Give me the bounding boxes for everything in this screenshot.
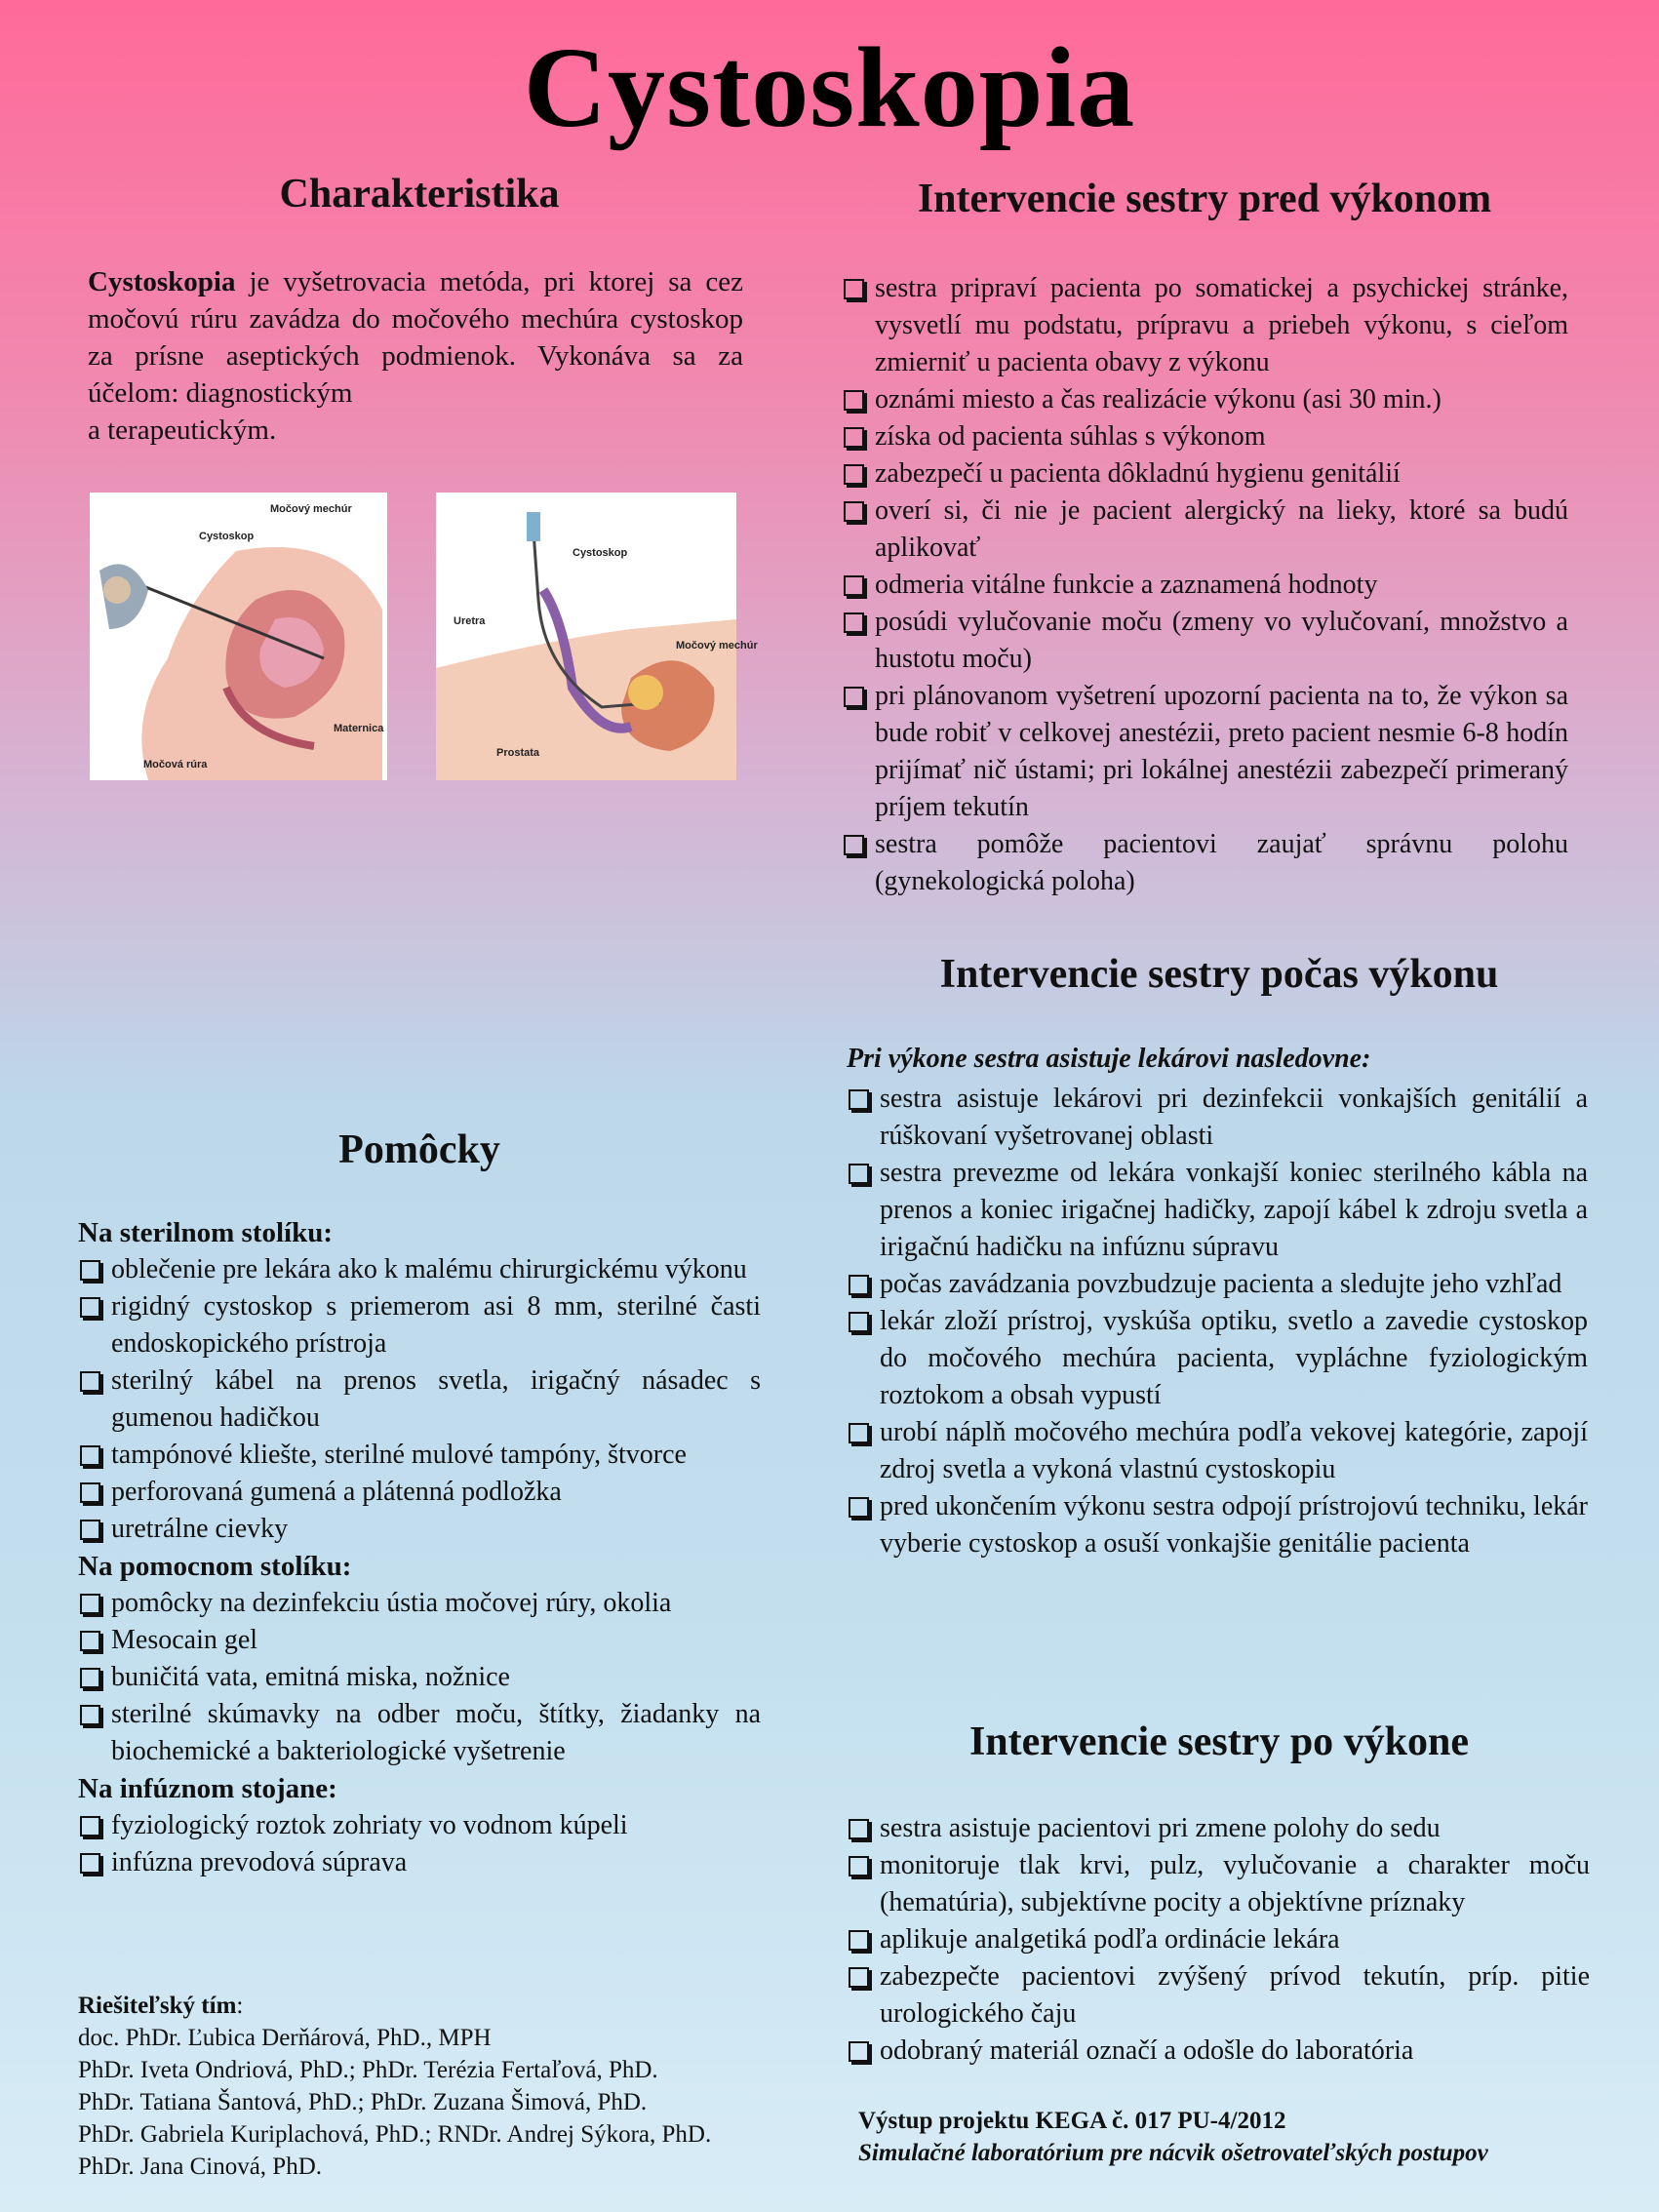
checkbox-bullet-icon — [80, 1371, 100, 1392]
pocas-list — [847, 1081, 1588, 1562]
po-item-text: monitoruje tlak krvi, pulz, vylučovanie a charakter moču (hematúria), subjektívne pocity a objektívne príznaky — [880, 1850, 1590, 1917]
pomocky-item-text: uretrálne cievky — [111, 1514, 289, 1544]
pred-item — [842, 455, 1568, 493]
pomocky-item-text: infúzna prevodová súprava — [111, 1847, 408, 1877]
charakteristika-body: je vyšetrovacia metóda, pri ktorej sa cez močovú rúru zavádza do močového mechúra cystoskop za prísne aseptických podmienok. Vykonáva sa za účelom: diagnostickým — [88, 266, 743, 409]
pred-item — [842, 678, 1568, 826]
pomocky-item-text: Mesocain gel — [111, 1625, 258, 1655]
checkbox-bullet-icon — [844, 279, 864, 299]
pomocky-group-title: Na sterilnom stolíku: — [78, 1217, 333, 1248]
pomocky-item — [78, 1251, 761, 1288]
pred-item-text: pri plánovanom vyšetrení upozorní pacienta na to, že výkon sa bude robiť v celkovej anestézii, preto pacient nesmie 6-8 hodín prijímať nič ústami; pri lokálnej anestézii zabezpečí primeraný príjem tekutín — [875, 681, 1568, 822]
po-item-text: odobraný materiál označí a odošle do laboratória — [880, 2035, 1414, 2066]
pred-item-text: sestra pomôže pacientovi zaujať správnu polohu (gynekologická poloha) — [875, 829, 1568, 896]
pomocky-group-list — [78, 1585, 761, 1770]
pred-item-text: sestra pripraví pacienta po somatickej a psychickej stránke, vysvetlí mu podstatu, prípravu a priebeh výkonu, s cieľom zmierniť u pacienta obavy z výkonu — [875, 273, 1568, 377]
pomocky-heading: Pomôcky — [338, 1127, 500, 1172]
pred-item — [842, 418, 1568, 455]
pomocky-item — [78, 1844, 761, 1881]
team-colon: : — [236, 1993, 244, 2019]
checkbox-bullet-icon — [844, 464, 864, 485]
pred-item — [842, 826, 1568, 900]
checkbox-bullet-icon — [80, 1631, 100, 1651]
team-block — [78, 1990, 829, 2183]
pomocky-item-text: oblečenie pre lekára ako k malému chirurgickému výkonu — [111, 1254, 747, 1284]
pomocky-item — [78, 1288, 761, 1363]
pocas-item — [847, 1488, 1588, 1562]
pred-item-text: získa od pacienta súhlas s výkonom — [875, 421, 1266, 452]
checkbox-bullet-icon — [849, 2041, 869, 2062]
pocas-item — [847, 1081, 1588, 1155]
po-heading: Intervencie sestry po výkone — [968, 1719, 1470, 1764]
pred-item-text: overí si, či nie je pacient alergický na lieky, ktoré sa budú aplikovať — [875, 495, 1568, 563]
label-maternica: Maternica — [334, 723, 384, 734]
checkbox-bullet-icon — [849, 1089, 869, 1110]
team-member-line: PhDr. Gabriela Kuriplachová, PhD.; RNDr. Andrej Sýkora, PhD. — [78, 2121, 712, 2148]
project-line1: Výstup projektu KEGA č. 017 PU-4/2012 — [858, 2108, 1286, 2134]
pocas-item-text: urobí náplň močového mechúra podľa vekovej kategórie, zapojí zdroj svetla a vykoná vlastnú cystoskopiu — [880, 1417, 1588, 1484]
team-member-line: PhDr. Tatiana Šantová, PhD.; PhDr. Zuzana Šimová, PhD. — [78, 2089, 648, 2115]
pomocky-item-text: buničitá vata, emitná miska, nožnice — [111, 1662, 510, 1692]
poster-title: Cystoskopia — [523, 23, 1136, 151]
charakteristika-term: Cystoskopia — [88, 266, 236, 297]
checkbox-bullet-icon — [80, 1816, 100, 1837]
project-line2: Simulačné laboratórium pre nácvik ošetrovateľských postupov — [858, 2140, 1488, 2166]
checkbox-bullet-icon — [849, 1312, 869, 1332]
pomocky-item — [78, 1437, 761, 1474]
checkbox-bullet-icon — [849, 1819, 869, 1839]
team-member-line: PhDr. Jana Cinová, PhD. — [78, 2153, 322, 2180]
po-item-text: sestra asistuje pacientovi pri zmene polohy do sedu — [880, 1813, 1441, 1843]
checkbox-bullet-icon — [80, 1445, 100, 1466]
checkbox-bullet-icon — [80, 1668, 100, 1688]
pred-item-text: posúdi vylučovanie moču (zmeny vo vylučovaní, množstvo a hustotu moču) — [875, 607, 1568, 674]
po-item — [847, 2033, 1590, 2070]
pocas-item — [847, 1266, 1588, 1303]
pocas-item-text: počas zavádzania povzbudzuje pacienta a sledujte jeho vzhľad — [880, 1269, 1562, 1299]
pred-item — [842, 567, 1568, 604]
checkbox-bullet-icon — [844, 501, 864, 522]
checkbox-bullet-icon — [844, 575, 864, 596]
pred-heading: Intervencie sestry pred výkonom — [917, 177, 1492, 221]
label-mocovy-mechur: Močový mechúr — [270, 503, 352, 515]
pomocky-item-text: sterilný kábel na prenos svetla, irigačný násadec s gumenou hadičkou — [111, 1365, 761, 1433]
checkbox-bullet-icon — [844, 427, 864, 448]
label-mocova-rura: Močová rúra — [143, 759, 208, 770]
pocas-item-text: sestra prevezme od lekára vonkajší koniec sterilného kábla na prenos a koniec irigačnej hadičky, zapojí kábel k zdroju svetla a irigačnú hadičku na infúznu súpravu — [880, 1158, 1588, 1262]
checkbox-bullet-icon — [80, 1297, 100, 1318]
pred-item-text: odmeria vitálne funkcie a zaznamená hodnoty — [875, 570, 1378, 600]
pocas-item-text: sestra asistuje lekárovi pri dezinfekcii vonkajších genitálií a rúškovaní vyšetrovanej oblasti — [880, 1084, 1588, 1151]
label-prostata: Prostata — [496, 747, 540, 759]
pomocky-group-list — [78, 1807, 761, 1881]
checkbox-bullet-icon — [80, 1482, 100, 1503]
pomocky-item-text: tampónové kliešte, sterilné mulové tampóny, štvorce — [111, 1440, 687, 1470]
checkbox-bullet-icon — [844, 687, 864, 707]
checkbox-bullet-icon — [849, 1856, 869, 1876]
pomocky-item-text: pomôcky na dezinfekciu ústia močovej rúry, okolia — [111, 1588, 672, 1618]
pomocky-item-text: perforovaná gumená a plátenná podložka — [111, 1477, 562, 1507]
pocas-intro: Pri výkone sestra asistuje lekárovi nasledovne: — [847, 1044, 1371, 1074]
cystoscopy-female-illustration — [90, 493, 387, 780]
po-item — [847, 1921, 1590, 1958]
checkbox-bullet-icon — [849, 1930, 869, 1951]
pomocky-item — [78, 1696, 761, 1770]
charakteristika-text — [88, 263, 743, 449]
checkbox-bullet-icon — [80, 1705, 100, 1725]
pocas-item — [847, 1414, 1588, 1488]
checkbox-bullet-icon — [80, 1853, 100, 1874]
checkbox-bullet-icon — [80, 1594, 100, 1614]
label-uretra: Uretra — [454, 615, 486, 627]
pocas-heading: Intervencie sestry počas výkonu — [939, 952, 1499, 997]
pomocky-item — [78, 1622, 761, 1659]
pomocky-item — [78, 1511, 761, 1548]
pomocky-group-title: Na pomocnom stolíku: — [78, 1551, 352, 1582]
checkbox-bullet-icon — [844, 835, 864, 855]
project-footer — [858, 2105, 1600, 2169]
cystoscopy-male-illustration — [436, 493, 758, 780]
checkbox-bullet-icon — [80, 1260, 100, 1281]
pred-item — [842, 381, 1568, 418]
checkbox-bullet-icon — [849, 1275, 869, 1295]
pred-item — [842, 493, 1568, 567]
po-item — [847, 1810, 1590, 1847]
pomocky-item — [78, 1585, 761, 1622]
pomocky-item — [78, 1659, 761, 1696]
label-cystoskop: Cystoskop — [199, 531, 255, 542]
pocas-item-text: pred ukončením výkonu sestra odpojí prístrojovú techniku, lekár vyberie cystoskop a osuší vonkajšie genitálie pacienta — [880, 1491, 1588, 1559]
po-item-text: aplikuje analgetiká podľa ordinácie lekára — [880, 1924, 1340, 1955]
po-item — [847, 1958, 1590, 2033]
po-list — [847, 1810, 1590, 2070]
pomocky-item-text: fyziologický roztok zohriaty vo vodnom kúpeli — [111, 1810, 628, 1840]
team-title: Riešiteľský tím — [78, 1993, 237, 2019]
checkbox-bullet-icon — [849, 1967, 869, 1988]
checkbox-bullet-icon — [849, 1164, 869, 1184]
po-item — [847, 1847, 1590, 1921]
checkbox-bullet-icon — [844, 390, 864, 411]
team-members — [78, 2022, 829, 2183]
pomocky-item-text: sterilné skúmavky na odber moču, štítky, žiadanky na biochemické a bakteriologické vyšetrenie — [111, 1699, 761, 1766]
pomocky-item-text: rigidný cystoskop s priemerom asi 8 mm, sterilné časti endoskopického prístroja — [111, 1291, 761, 1359]
pomocky-item — [78, 1807, 761, 1844]
pomocky-body — [78, 1214, 761, 1881]
pocas-item — [847, 1155, 1588, 1266]
label-mocovy-mechur-2: Močový mechúr — [676, 640, 758, 652]
charakteristika-body-end: a terapeutickým. — [88, 415, 277, 446]
pred-item — [842, 604, 1568, 678]
label-cystoskop-2: Cystoskop — [573, 547, 628, 559]
pocas-item-text: lekár zloží prístroj, vyskúša optiku, svetlo a zavedie cystoskop do močového mechúra pacienta, vypláchne fyziologickým roztokom a obsah vypustí — [880, 1306, 1588, 1410]
team-member-line: doc. PhDr. Ľubica Derňárová, PhD., MPH — [78, 2025, 492, 2051]
pomocky-item — [78, 1474, 761, 1511]
pomocky-group-list — [78, 1251, 761, 1548]
checkbox-bullet-icon — [849, 1423, 869, 1443]
checkbox-bullet-icon — [80, 1520, 100, 1540]
checkbox-bullet-icon — [844, 612, 864, 633]
pred-item-text: oznámi miesto a čas realizácie výkonu (asi 30 min.) — [875, 384, 1442, 415]
pomocky-item — [78, 1363, 761, 1437]
pomocky-group-title: Na infúznom stojane: — [78, 1773, 337, 1804]
team-member-line: PhDr. Iveta Ondriová, PhD.; PhDr. Terézia Fertaľová, PhD. — [78, 2057, 658, 2083]
pred-item — [842, 270, 1568, 381]
checkbox-bullet-icon — [849, 1497, 869, 1518]
pred-item-text: zabezpečí u pacienta dôkladnú hygienu genitálií — [875, 458, 1401, 489]
pred-list — [842, 270, 1568, 900]
charakteristika-heading: Charakteristika — [279, 172, 560, 217]
po-item-text: zabezpečte pacientovi zvýšený prívod tekutín, príp. pitie urologického čaju — [880, 1961, 1590, 2029]
pocas-item — [847, 1303, 1588, 1414]
